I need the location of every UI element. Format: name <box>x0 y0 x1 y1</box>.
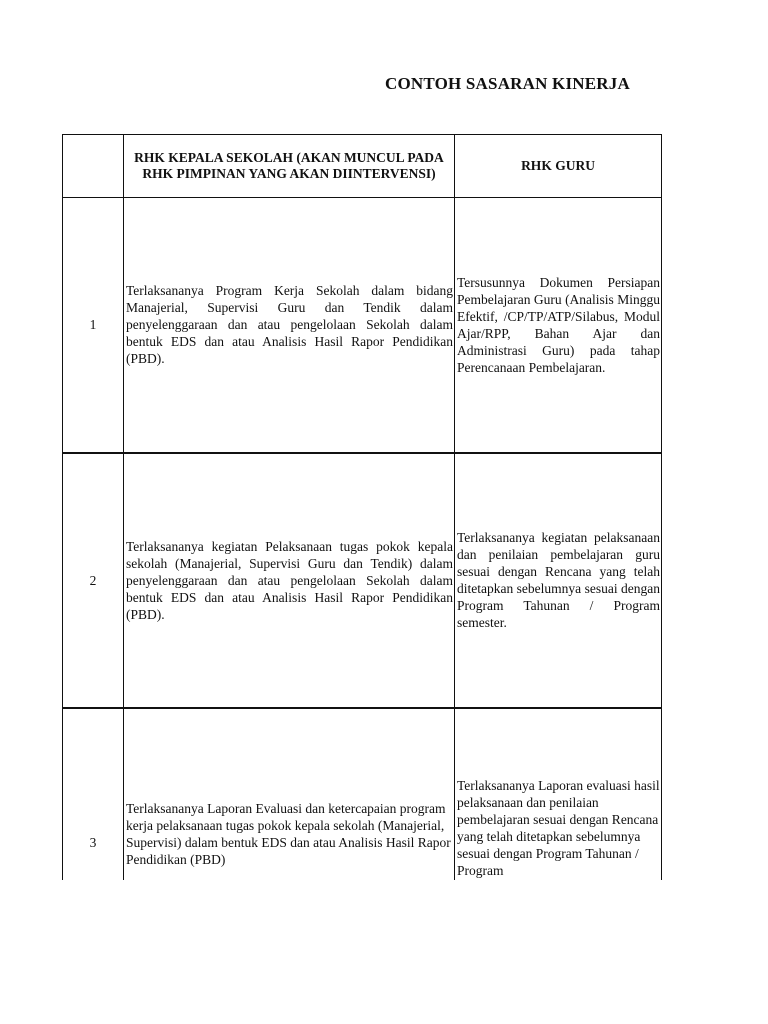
header-rhk-kepala-sekolah <box>124 135 455 198</box>
rhk-kepala-sekolah-cell <box>124 708 455 881</box>
row-number: 2 <box>63 453 124 708</box>
table-header-row <box>63 135 662 198</box>
rhk-guru-text: Terlaksananya Laporan evaluasi hasil pelaksanaan dan penilaian pembelajaran sesuai dengan Rencana yang telah ditetapkan sebelumnya sesuai dengan Program Tahunan / Program <box>457 777 660 878</box>
rhk-guru-text: Terlaksananya kegiatan pelaksanaan dan penilaian pembelajaran guru sesuai dengan Rencana yang telah ditetapkan sebelumnya sesuai dengan Program Tahunan / Program semester. <box>457 530 660 630</box>
rhk-guru-cell <box>455 708 662 881</box>
page-title: CONTOH SASARAN KINERJA <box>385 74 630 93</box>
table-row <box>63 453 662 708</box>
header-rhk-guru-label: RHK GURU <box>521 157 595 173</box>
row-number: 3 <box>63 708 124 881</box>
header-rhk-guru <box>455 135 662 198</box>
rhk-kepala-sekolah-text: Terlaksananya kegiatan Pelaksanaan tugas pokok kepala sekolah (Manajerial, Supervisi Guru dan Tendik) dalam penyelenggaraan dan atau pengelolaan Sekolah dalam bentuk EDS dan atau Analisis Hasil Rapor Pendidikan (PBD). <box>126 538 453 622</box>
rhk-kepala-sekolah-cell <box>124 453 455 708</box>
header-rhk-kepala-sekolah-label: RHK KEPALA SEKOLAH (AKAN MUNCUL PADA RHK PIMPINAN YANG AKAN DIINTERVENSI) <box>134 149 444 181</box>
table-container <box>62 134 762 880</box>
table-row <box>63 198 662 453</box>
table-row <box>63 708 662 881</box>
rhk-kepala-sekolah-text: Terlaksananya Program Kerja Sekolah dalam bidang Manajerial, Supervisi Guru dan Tendik dalam penyelenggaraan dan atau pengelolaan Sekolah dalam bentuk EDS dan atau Analisis Hasil Rapor Pendidikan (PBD). <box>126 283 453 367</box>
row-number: 1 <box>63 198 124 453</box>
rhk-guru-text: Tersusunnya Dokumen Persiapan Pembelajaran Guru (Analisis Minggu Efektif, /CP/TP/ATP/Silabus, Modul Ajar/RPP, Bahan Ajar dan Administrasi Guru) pada tahap Perencanaan Pembelajaran. <box>457 274 660 375</box>
rhk-guru-cell <box>455 198 662 453</box>
rhk-kepala-sekolah-text: Terlaksananya Laporan Evaluasi dan ketercapaian program kerja pelaksanaan tugas pokok kepala sekolah (Manajerial, Supervisi) dalam bentuk EDS dan atau Analisis Hasil Rapor Pendidikan (PBD) <box>126 800 451 867</box>
header-no <box>63 135 124 198</box>
rhk-guru-cell <box>455 453 662 708</box>
rhk-kepala-sekolah-cell <box>124 198 455 453</box>
rhk-table <box>62 134 662 880</box>
